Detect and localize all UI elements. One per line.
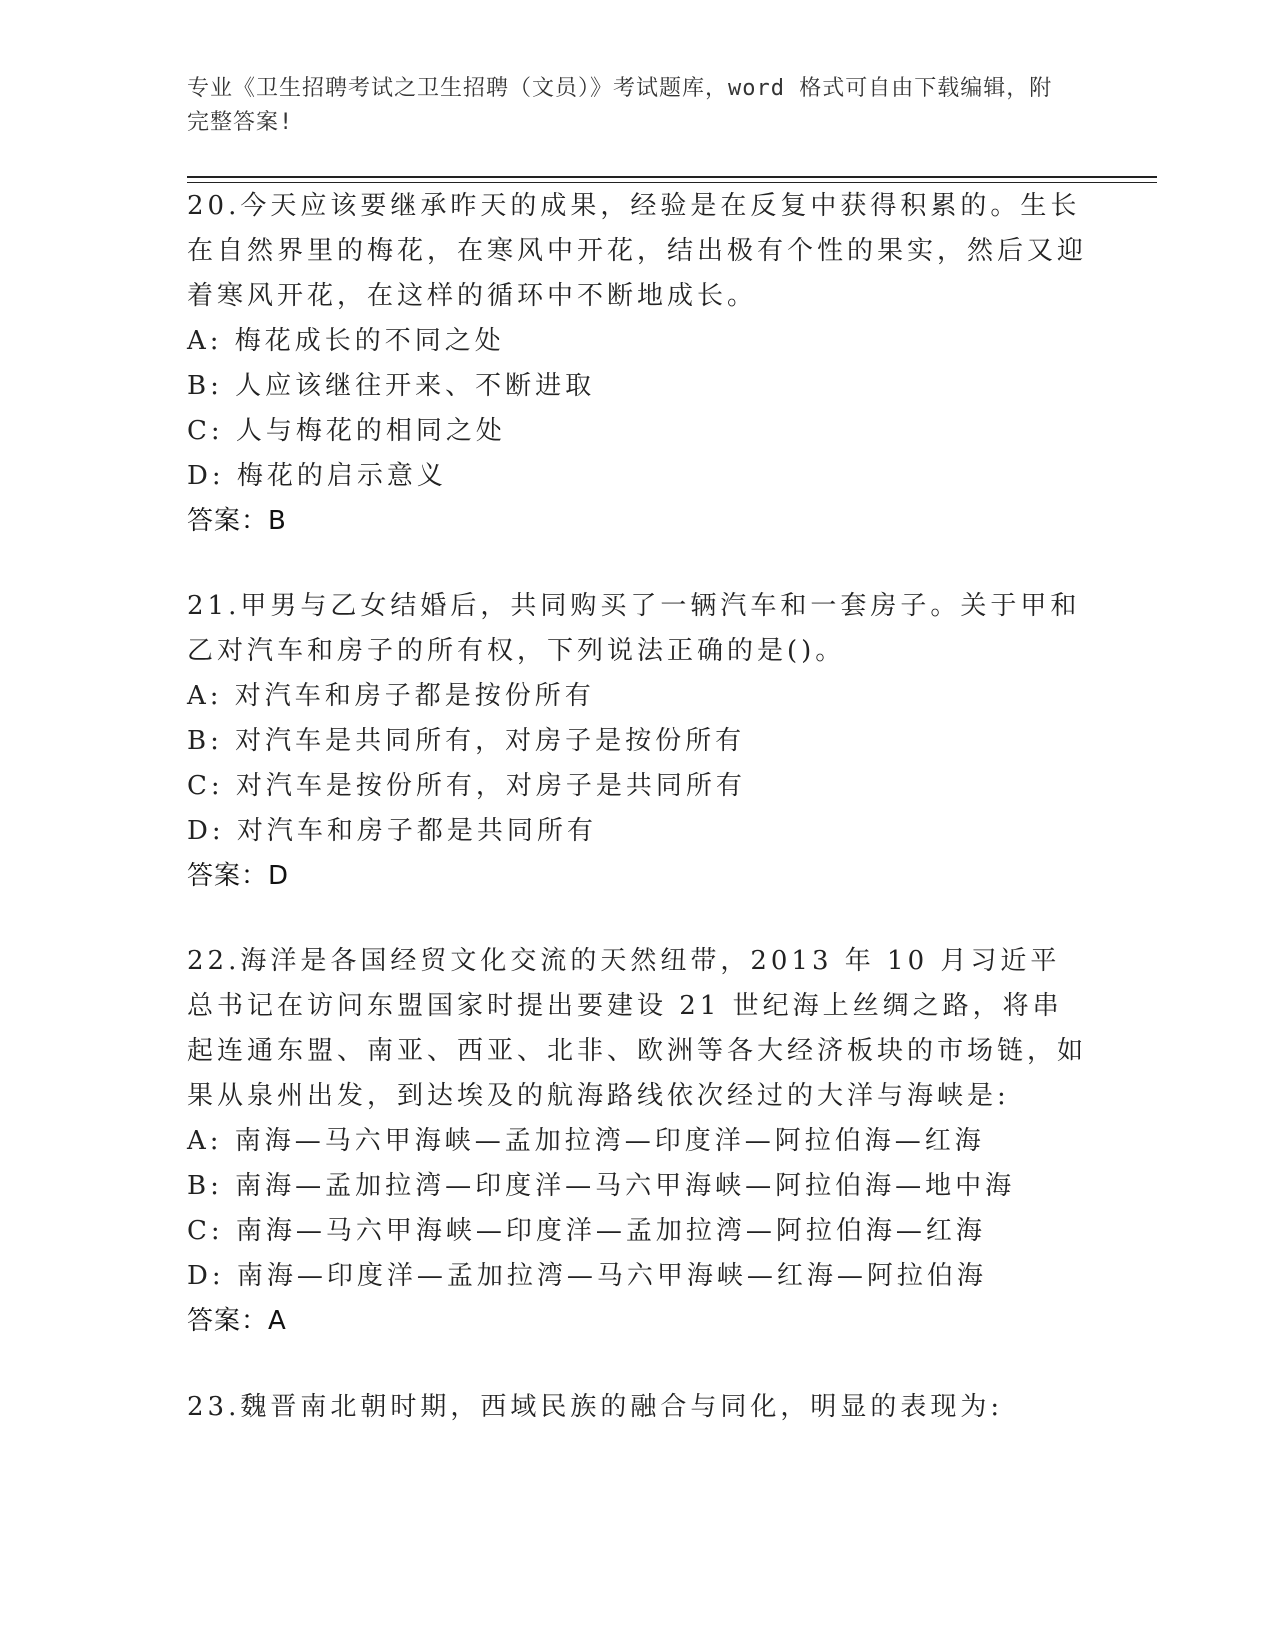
option-c: C: 南海—马六甲海峡—印度洋—孟加拉湾—阿拉伯海—红海 [187,1216,986,1246]
question-stem: 23.魏晋南北朝时期，西域民族的融合与同化，明显的表现为: [187,1392,1004,1422]
option-b: B: 对汽车是共同所有，对房子是按份所有 [187,726,746,756]
question-stem: 21.甲男与乙女结婚后，共同购买了一辆汽车和一套房子。关于甲和乙对汽车和房子的所有权，下列说法正确的是()。 [187,591,1081,666]
option-d: D: 南海—印度洋—孟加拉湾—马六甲海峡—红海—阿拉伯海 [187,1261,987,1291]
option-b: B: 人应该继往开来、不断进取 [187,371,596,401]
question-22 [187,939,1087,1344]
question-stem: 20.今天应该要继承昨天的成果，经验是在反复中获得积累的。生长在自然界里的梅花，在寒风中开花，结出极有个性的果实，然后又迎着寒风开花，在这样的循环中不断地成长。 [187,191,1088,311]
option-a: A: 南海—马六甲海峡—孟加拉湾—印度洋—阿拉伯海—红海 [187,1126,985,1156]
question-21 [187,584,1087,899]
question-stem: 22.海洋是各国经贸文化交流的天然纽带，2013 年 10 月习近平总书记在访问东盟国家时提出要建设 21 世纪海上丝绸之路，将串起连通东盟、南亚、西亚、北非、欧洲等各大经济板块的市场链，如果从泉州出发，到达埃及的航海路线依次经过的大洋与海峡是: [187,946,1088,1111]
answer-label: 答案：D [187,861,290,891]
header-divider-thick [187,176,1157,178]
option-a: A: 梅花成长的不同之处 [187,326,505,356]
header-divider-thin [187,182,1157,183]
option-a: A: 对汽车和房子都是按份所有 [187,681,595,711]
question-23 [187,1385,1087,1430]
question-20 [187,184,1087,544]
answer-label: 答案：A [187,1306,287,1336]
option-d: D: 对汽车和房子都是共同所有 [187,816,597,846]
answer-label: 答案：B [187,506,287,536]
option-b: B: 南海—孟加拉湾—印度洋—马六甲海峡—阿拉伯海—地中海 [187,1171,1016,1201]
document-header: 专业《卫生招聘考试之卫生招聘（文员）》考试题库，word 格式可自由下载编辑，附完整答案! [187,76,1053,135]
option-c: C: 对汽车是按份所有，对房子是共同所有 [187,771,746,801]
option-d: D: 梅花的启示意义 [187,461,447,491]
option-c: C: 人与梅花的相同之处 [187,416,506,446]
